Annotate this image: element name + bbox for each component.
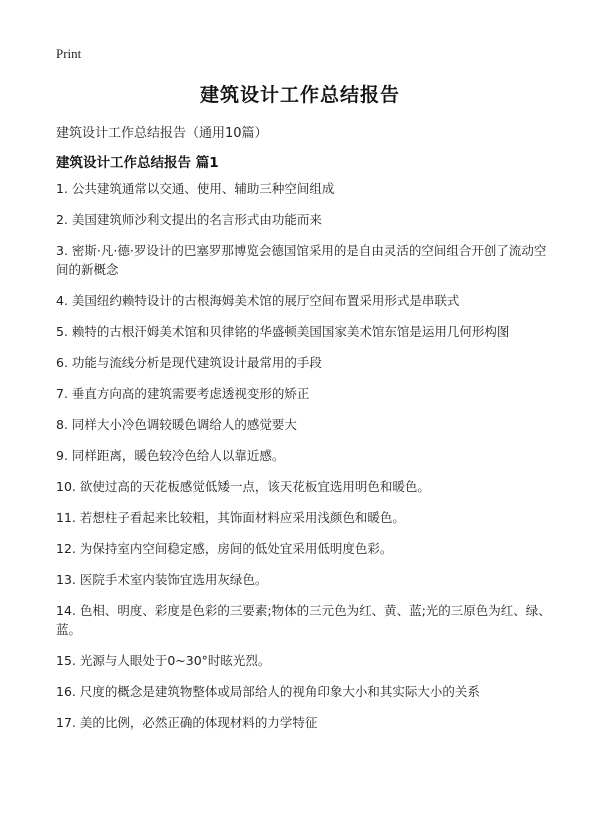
list-item: 15. 光源与人眼处于0~30°时眩光烈。 <box>56 653 271 668</box>
page-title: 建筑设计工作总结报告 <box>199 84 400 106</box>
list-item: 10. 欲使过高的天花板感觉低矮一点，该天花板宜选用明色和暖色。 <box>56 479 430 494</box>
list-item: 8. 同样大小冷色调较暖色调给人的感觉要大 <box>56 417 297 432</box>
list-item: 4. 美国纽约赖特设计的古根海姆美术馆的展厅空间布置采用形式是串联式 <box>56 293 460 308</box>
document-subtitle: 建筑设计工作总结报告（通用10篇） <box>56 126 268 141</box>
list-item: 3. 密斯·凡·德·罗设计的巴塞罗那博览会德国馆采用的是自由灵活的空间组合开创了流动空间的新概念 <box>56 243 547 277</box>
list-item: 16. 尺度的概念是建筑物整体或局部给人的视角印象大小和其实际大小的关系 <box>56 684 480 699</box>
list-item: 5. 赖特的古根汗姆美术馆和贝律铭的华盛顿美国国家美术馆东馆是运用几何形构图 <box>56 324 510 339</box>
section-heading: 建筑设计工作总结报告 篇1 <box>56 155 219 171</box>
list-item: 13. 医院手术室内装饰宜选用灰绿色。 <box>56 572 268 587</box>
list-item: 14. 色相、明度、彩度是色彩的三要素;物体的三元色为红、黄、蓝;光的三原色为红、绿、蓝。 <box>56 603 551 637</box>
list-item: 11. 若想柱子看起来比较粗，其饰面材料应采用浅颜色和暖色。 <box>56 510 405 525</box>
list-item: 9. 同样距离，暖色较冷色给人以靠近感。 <box>56 448 285 463</box>
list-item: 12. 为保持室内空间稳定感，房间的低处宜采用低明度色彩。 <box>56 541 393 556</box>
list-item: 6. 功能与流线分析是现代建筑设计最常用的手段 <box>56 355 322 370</box>
list-item: 7. 垂直方向高的建筑需要考虑透视变形的矫正 <box>56 386 310 401</box>
list-item: 17. 美的比例，必然正确的体现材料的力学特征 <box>56 715 318 730</box>
print-link[interactable]: Print <box>56 46 82 61</box>
item-list <box>56 179 556 744</box>
list-item: 2. 美国建筑师沙利文提出的名言形式由功能而来 <box>56 212 322 227</box>
list-item: 1. 公共建筑通常以交通、使用、辅助三种空间组成 <box>56 181 335 196</box>
